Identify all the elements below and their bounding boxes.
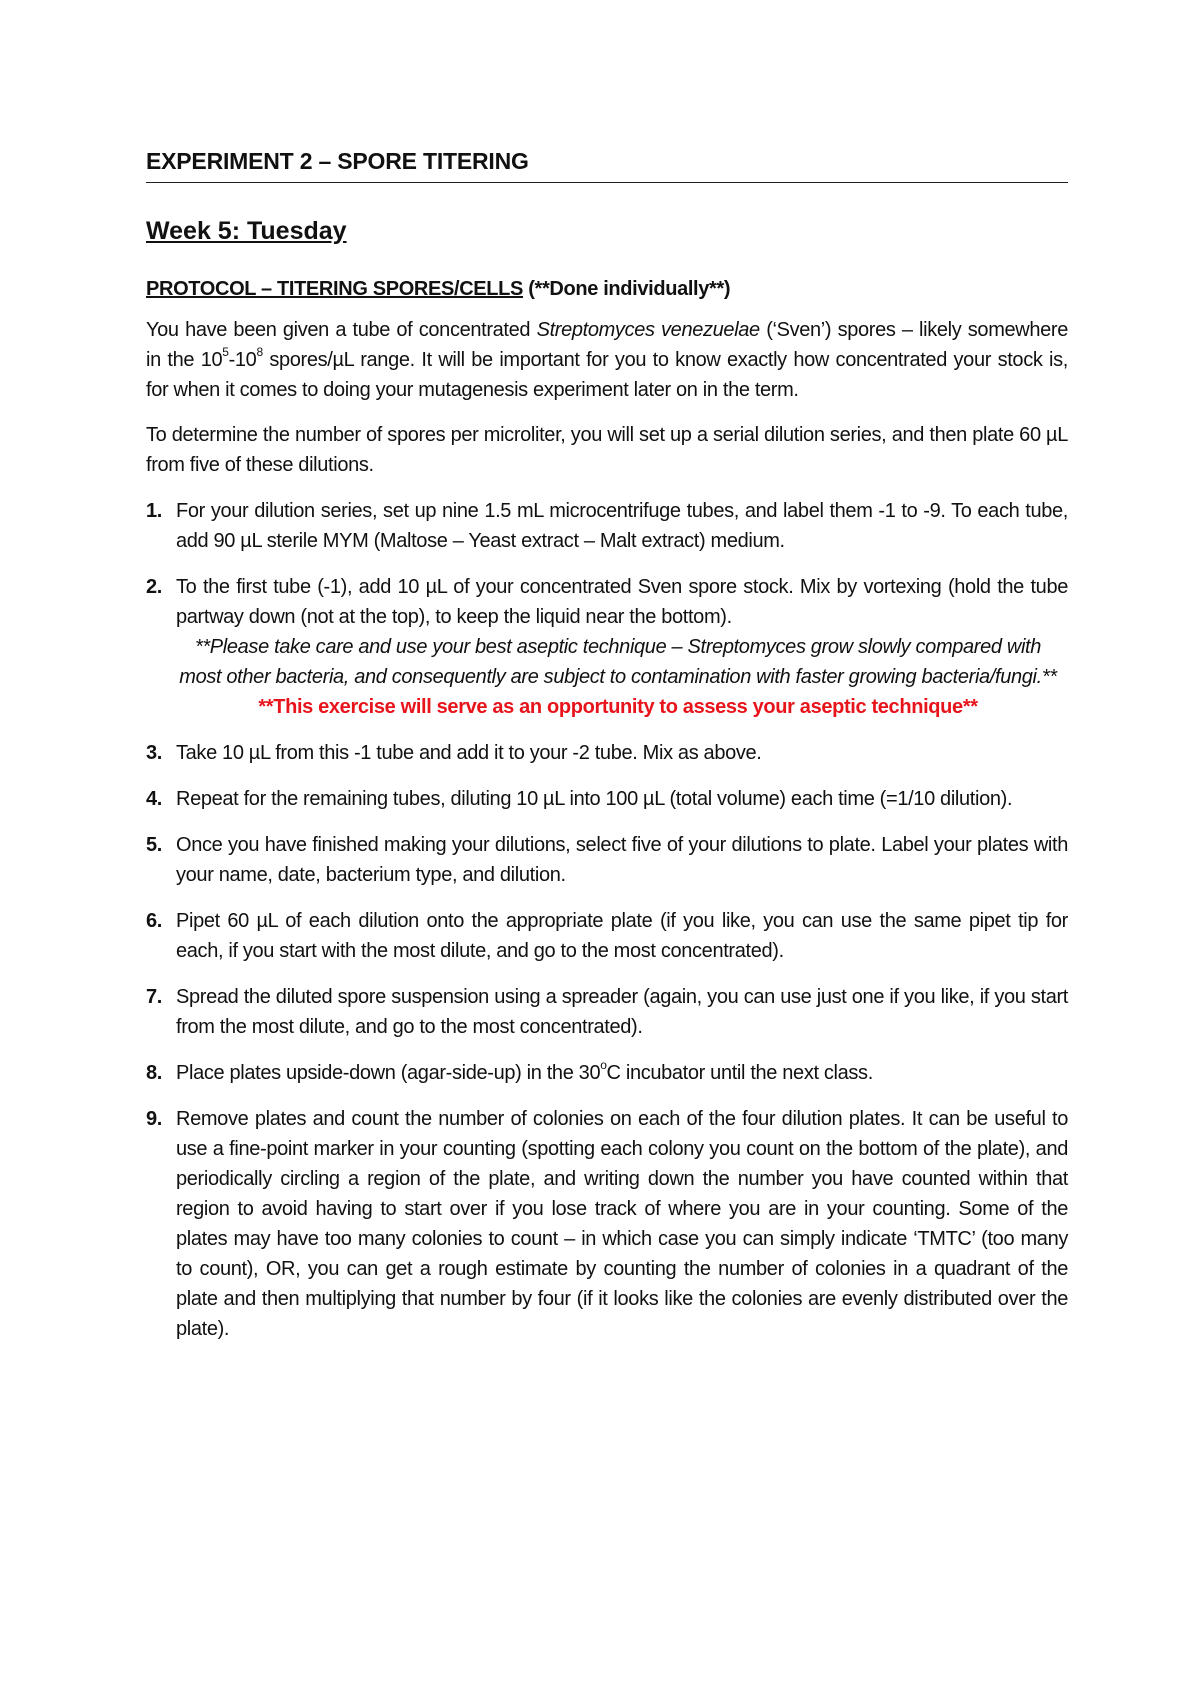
protocol-steps xyxy=(146,496,1068,1344)
assessment-warning: **This exercise will serve as an opportunity to assess your aseptic technique** xyxy=(258,696,978,718)
intro-paragraph-2: To determine the number of spores per microliter, you will set up a serial dilution series, and then plate 60 µL from five of these dilutions. xyxy=(146,424,1068,476)
protocol-heading xyxy=(146,276,730,302)
page-title: EXPERIMENT 2 – SPORE TITERING xyxy=(146,148,1068,183)
list-item: 3. Take 10 µL from this -1 tube and add it to your -2 tube. Mix as above. xyxy=(146,742,762,764)
list-item: 6. Pipet 60 µL of each dilution onto the appropriate plate (if you like, you can use the same pipet tip for each, if you start with the most dilute, and go to the most concentrated). xyxy=(146,910,1068,962)
protocol-note: (**Done individually**) xyxy=(528,278,731,300)
species-name: Streptomyces venezuelae xyxy=(536,319,760,341)
list-item: 9. Remove plates and count the number of colonies on each of the four dilution plates. It can be useful to use a fine-point marker in your counting (spotting each colony you count on the bottom of the plate), and periodically circling a region of the plate, and writing down the number you have counted within that region to avoid having to start over if you lose track of where you are in your counting. Some of the plates may have too many colonies to count – in which case you can simply indicate ‘TMTC’ (too many to count), OR, you can get a rough estimate by counting the number of colonies in a quadrant of the plate and then multiplying that number by four (if it looks like the colonies are evenly distributed over the plate). xyxy=(146,1108,1068,1340)
week-subtitle: Week 5: Tuesday xyxy=(146,217,347,245)
aseptic-note: **Please take care and use your best aseptic technique – Streptomyces grow slowly compared with most other bacteria, and consequently are subject to contamination with faster growing bacteria/fungi.** xyxy=(179,636,1057,688)
intro-paragraph-1: You have been given a tube of concentrated Streptomyces venezuelae (‘Sven’) spores – likely somewhere in the $10^5-10^8$ spores/µL range. It will be important for you to know exactly how concentrated your stock is, for when it comes to doing your mutagenesis experiment later on in the term. xyxy=(146,319,1068,401)
list-item: 7. Spread the diluted spore suspension using a spreader (again, you can use just one if you like, if you start from the most dilute, and go to the most concentrated). xyxy=(146,986,1068,1038)
document-body xyxy=(146,315,1068,1360)
list-item: 4. Repeat for the remaining tubes, diluting 10 µL into 100 µL (total volume) each time (=1/10 dilution). xyxy=(146,788,1013,810)
list-item: 8. Place plates upside-down (agar-side-up) in the 30$^o$C incubator until the next class. xyxy=(146,1058,873,1084)
list-item: 1. For your dilution series, set up nine 1.5 mL microcentrifuge tubes, and label them -1 to -9. To each tube, add 90 µL sterile MYM (Maltose – Yeast extract – Malt extract) medium. xyxy=(146,500,1068,552)
list-item: 2. To the first tube (-1), add 10 µL of your concentrated Sven spore stock. Mix by vortexing (hold the tube partway down (not at the top), to keep the liquid near the bottom). **Please take care and use your best aseptic technique – Streptomyces grow slowly compared with most other bacteria, and consequently are subject to contamination with faster growing bacteria/fungi.** **This exercise will serve as an opportunity to assess your aseptic technique** xyxy=(146,572,1068,722)
protocol-title: PROTOCOL – TITERING SPORES/CELLS xyxy=(146,278,524,300)
list-item: 5. Once you have finished making your dilutions, select five of your dilutions to plate. Label your plates with your name, date, bacterium type, and dilution. xyxy=(146,834,1068,886)
